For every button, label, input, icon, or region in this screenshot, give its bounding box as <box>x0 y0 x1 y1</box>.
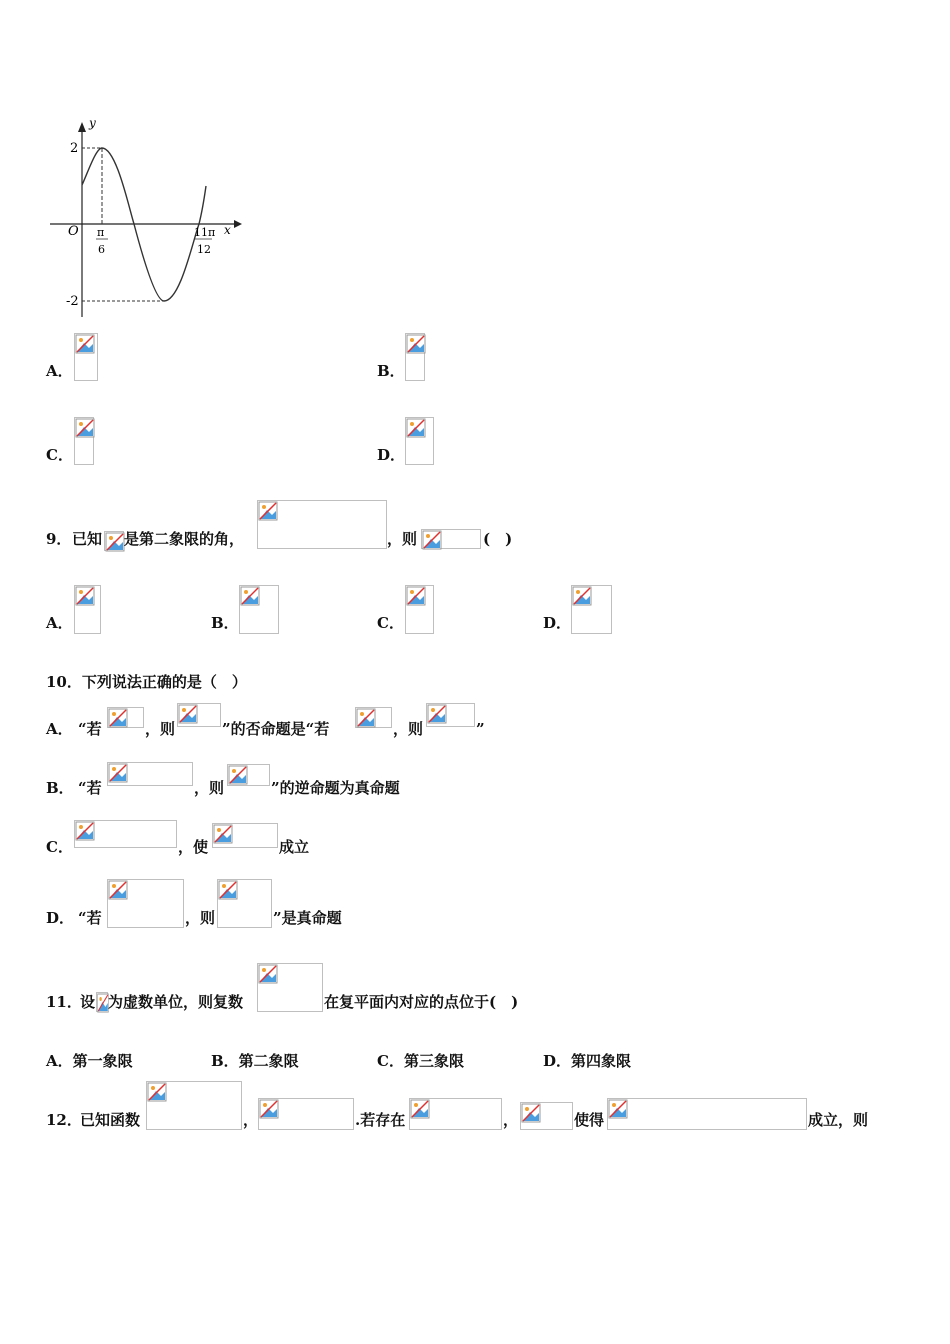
broken-image-icon <box>356 708 376 728</box>
q11-i-image <box>96 992 108 1012</box>
broken-image-icon <box>75 334 95 354</box>
q10-a-text-1: “若 <box>78 720 102 738</box>
q10-option-b-label: B． <box>46 779 74 797</box>
y-max-label: 2 <box>70 141 79 156</box>
broken-image-icon <box>178 704 198 724</box>
q10-a-text-3: ”的否命题是“若 <box>222 720 330 738</box>
broken-image-icon <box>75 586 95 606</box>
q12-text-6: 成立，则 <box>808 1111 869 1129</box>
broken-image-icon <box>422 530 442 550</box>
x-tick1-den: 6 <box>98 243 105 256</box>
x-axis-label: x <box>224 223 231 237</box>
q9-number: 9． <box>46 530 72 548</box>
q8-option-a-image <box>74 333 98 381</box>
q10-d-text-1: “若 <box>78 909 102 927</box>
broken-image-icon <box>406 586 426 606</box>
q12-text-2: ， <box>243 1111 259 1129</box>
q9-text-3: ，则 <box>387 530 418 548</box>
broken-image-icon <box>406 334 426 354</box>
broken-image-icon <box>213 824 233 844</box>
broken-image-icon <box>108 880 128 900</box>
sine-graph <box>44 112 244 322</box>
q9-option-d-image <box>571 585 612 634</box>
q11-text-2: 为虚数单位，则复数 <box>108 993 244 1011</box>
q9-option-a-image <box>74 585 101 634</box>
q9-text-2: 是第二象限的角， <box>124 530 245 548</box>
q10-option-c-label: C． <box>46 838 73 856</box>
broken-image-icon <box>147 1082 167 1102</box>
y-min-label: -2 <box>66 294 79 309</box>
broken-image-icon <box>259 1099 279 1119</box>
q10-option-a-label: A． <box>46 720 73 738</box>
origin-label: O <box>68 224 79 239</box>
broken-image-icon <box>108 763 128 783</box>
x-tick1-num: π <box>97 226 105 239</box>
q8-option-c-image <box>74 417 94 465</box>
q10-b-text-3: ”的逆命题为真命题 <box>271 779 400 797</box>
broken-image-icon <box>228 765 248 785</box>
q10-b-text-1: “若 <box>78 779 102 797</box>
q10-a-text-5: ” <box>476 720 485 738</box>
q11-option-c: C．第三象限 <box>377 1052 464 1070</box>
q8-option-b-image <box>405 333 425 381</box>
q10-b-image-1 <box>107 762 193 786</box>
q10-a-image-1 <box>107 707 144 728</box>
q12-text-3: .若存在 <box>355 1111 406 1129</box>
q10-a-image-4 <box>426 703 475 727</box>
broken-image-icon <box>108 708 128 728</box>
broken-image-icon <box>105 532 125 552</box>
q10-a-text-4: ，则 <box>393 720 424 738</box>
q10-stem: 10．下列说法正确的是（ ） <box>46 673 247 691</box>
broken-image-icon <box>406 418 426 438</box>
q9-option-c-label: C． <box>377 614 404 632</box>
broken-image-icon <box>521 1103 541 1123</box>
q8-option-c-label: C． <box>46 446 73 464</box>
q12-text-5: 使得 <box>574 1111 605 1129</box>
broken-image-icon <box>410 1099 430 1119</box>
x-tick2-num: 11π <box>194 226 216 239</box>
q10-b-text-2: ，则 <box>194 779 225 797</box>
q10-a-text-2: ，则 <box>145 720 176 738</box>
q11-number: 11． <box>46 993 82 1011</box>
q12-image-4 <box>520 1102 573 1130</box>
q11-option-a: A．第一象限 <box>46 1052 133 1070</box>
q8-option-d-image <box>405 417 434 465</box>
q9-target-image <box>421 529 481 549</box>
q12-function-image <box>146 1081 242 1130</box>
q10-option-d-label: D． <box>46 909 75 927</box>
q10-c-image-2 <box>212 823 278 848</box>
y-axis-label: y <box>89 116 96 130</box>
q9-text-1: 已知 <box>72 530 103 548</box>
broken-image-icon <box>258 964 278 984</box>
broken-image-icon <box>427 704 447 724</box>
broken-image-icon <box>218 880 238 900</box>
broken-image-icon <box>608 1099 628 1119</box>
q8-option-b-label: B． <box>377 362 405 380</box>
q10-a-image-2 <box>177 703 221 727</box>
q11-option-b: B．第二象限 <box>211 1052 299 1070</box>
q10-d-image-2 <box>217 879 272 928</box>
q10-b-image-2 <box>227 764 270 786</box>
q10-a-image-3 <box>355 707 392 728</box>
q9-option-b-image <box>239 585 279 634</box>
q10-d-text-2: ，则 <box>185 909 216 927</box>
broken-image-icon <box>240 586 260 606</box>
q9-option-c-image <box>405 585 434 634</box>
q10-d-text-3: ”是真命题 <box>273 909 342 927</box>
q12-image-2 <box>258 1098 354 1130</box>
q12-number: 12． <box>46 1111 82 1129</box>
q9-alpha-image <box>104 531 124 551</box>
q9-option-d-label: D． <box>543 614 572 632</box>
q9-condition-image <box>257 500 387 549</box>
q10-c-image-1 <box>74 820 177 848</box>
q12-image-5 <box>607 1098 807 1130</box>
q9-answer-blank: ( ) <box>483 530 513 548</box>
broken-image-icon <box>572 586 592 606</box>
q9-option-b-label: B． <box>211 614 239 632</box>
q9-option-a-label: A． <box>46 614 73 632</box>
q8-option-a-label: A． <box>46 362 73 380</box>
q10-c-text-2: 成立 <box>279 838 310 856</box>
x-tick2-den: 12 <box>197 243 211 256</box>
q12-text-4: ， <box>503 1111 519 1129</box>
q12-text-1: 已知函数 <box>80 1111 141 1129</box>
q11-complex-image <box>257 963 323 1012</box>
q11-text-1: 设 <box>80 993 96 1011</box>
q12-image-3 <box>409 1098 502 1130</box>
q11-text-3: 在复平面内对应的点位于( ) <box>324 993 519 1011</box>
q8-option-d-label: D． <box>377 446 406 464</box>
broken-image-icon <box>75 418 95 438</box>
q10-d-image-1 <box>107 879 184 928</box>
q10-c-text-1: ，使 <box>178 838 209 856</box>
broken-image-icon <box>75 821 95 841</box>
q11-option-d: D．第四象限 <box>543 1052 632 1070</box>
broken-image-icon <box>258 501 278 521</box>
